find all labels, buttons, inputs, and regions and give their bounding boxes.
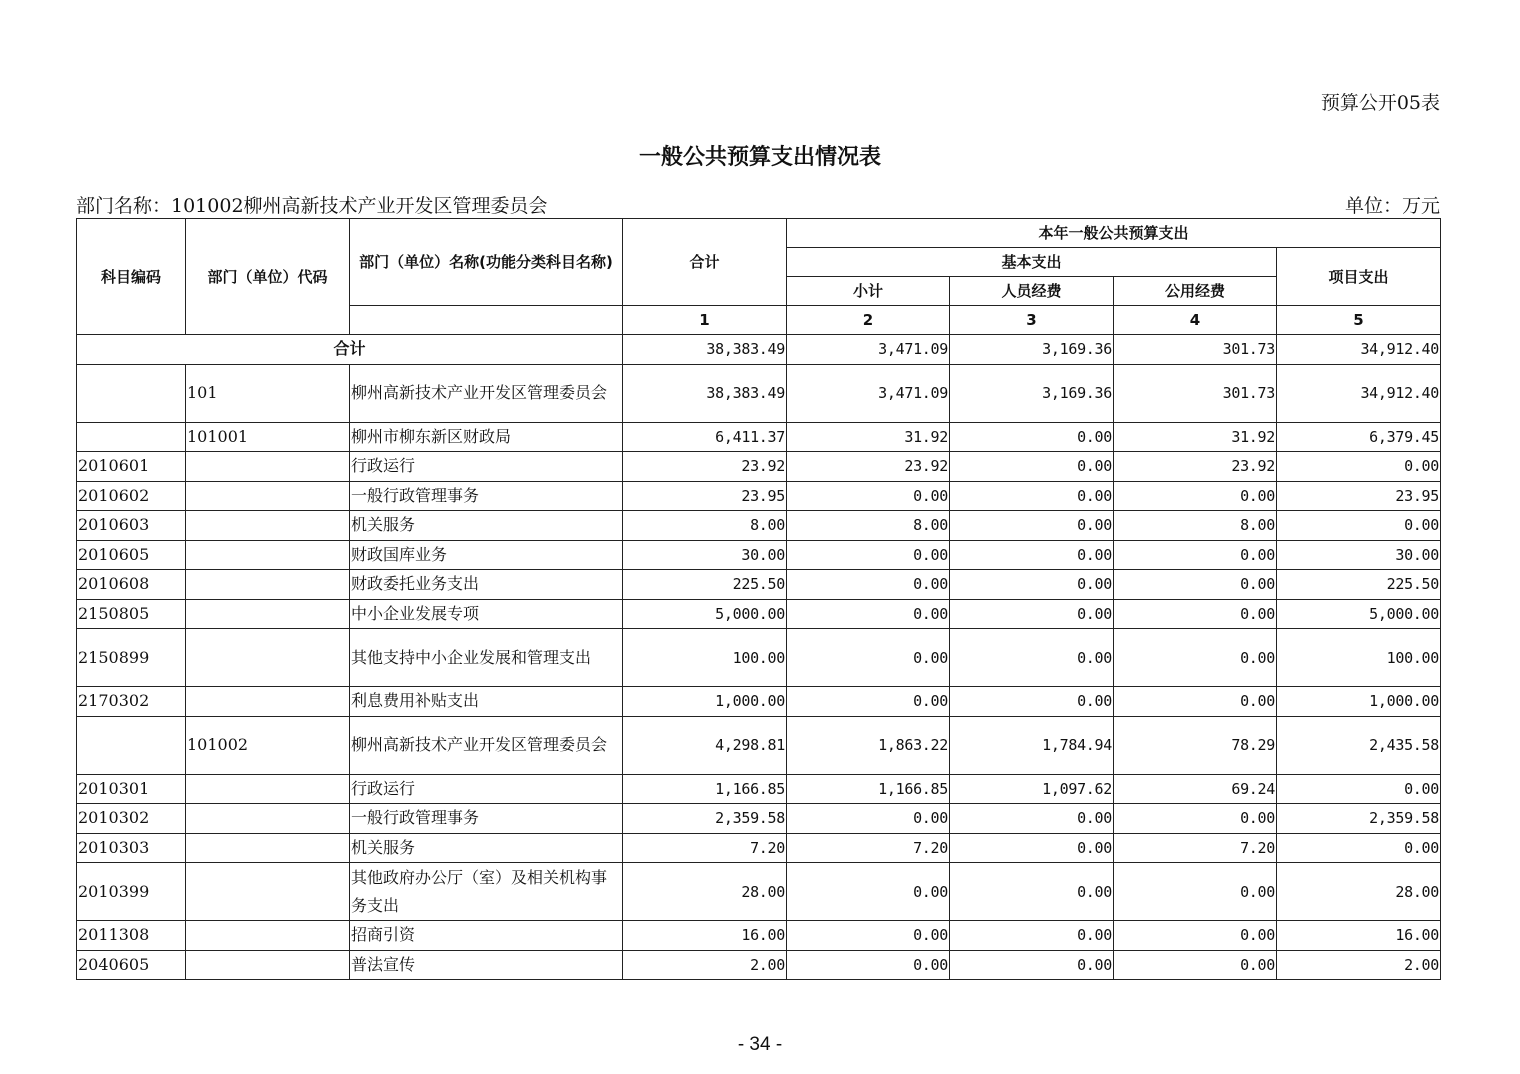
dept-code-cell — [186, 863, 350, 921]
unit-label: 单位：万元 — [1344, 195, 1440, 217]
amount-cell: 7.20 — [787, 833, 950, 863]
subject-code-cell — [77, 422, 186, 452]
header-subject-code: 科目编码 — [77, 219, 186, 335]
amount-cell: 16.00 — [1277, 921, 1441, 951]
subject-code-cell — [77, 364, 186, 422]
dept-name-cell: 行政运行 — [350, 774, 623, 804]
subject-code-cell: 2010605 — [77, 540, 186, 570]
dept-code-cell — [186, 833, 350, 863]
header-public: 公用经费 — [1114, 277, 1277, 306]
amount-cell: 0.00 — [1277, 833, 1441, 863]
subject-code-cell: 2010608 — [77, 570, 186, 600]
amount-cell: 0.00 — [787, 540, 950, 570]
dept-code-cell — [186, 481, 350, 511]
header-col-number: 1 — [623, 306, 787, 335]
total-value: 3,169.36 — [950, 335, 1114, 365]
dept-name-cell: 财政委托业务支出 — [350, 570, 623, 600]
table-body — [77, 364, 1441, 980]
amount-cell: 30.00 — [623, 540, 787, 570]
table-code-label: 预算公开05表 — [1320, 92, 1440, 114]
amount-cell: 2,359.58 — [1277, 804, 1441, 834]
dept-code-cell: 101002 — [186, 716, 350, 774]
amount-cell: 0.00 — [1114, 804, 1277, 834]
table-row — [77, 863, 1441, 921]
subject-code-cell: 2170302 — [77, 687, 186, 717]
dept-name-cell: 招商引资 — [350, 921, 623, 951]
header-col-number: 4 — [1114, 306, 1277, 335]
amount-cell: 0.00 — [950, 950, 1114, 980]
amount-cell: 0.00 — [1114, 863, 1277, 921]
amount-cell: 0.00 — [1114, 687, 1277, 717]
dept-code-cell — [186, 804, 350, 834]
amount-cell: 0.00 — [1114, 540, 1277, 570]
amount-cell: 23.92 — [623, 452, 787, 482]
page-title: 一般公共预算支出情况表 — [638, 145, 881, 170]
subject-code-cell: 2010601 — [77, 452, 186, 482]
subject-code-cell: 2010302 — [77, 804, 186, 834]
amount-cell: 1,784.94 — [950, 716, 1114, 774]
dept-name-cell: 机关服务 — [350, 833, 623, 863]
amount-cell: 0.00 — [950, 452, 1114, 482]
dept-code-cell — [186, 921, 350, 951]
header-subtotal: 小计 — [787, 277, 950, 306]
table-row — [77, 452, 1441, 482]
amount-cell: 38,383.49 — [623, 364, 787, 422]
amount-cell: 3,169.36 — [950, 364, 1114, 422]
amount-cell: 4,298.81 — [623, 716, 787, 774]
dept-code-cell: 101001 — [186, 422, 350, 452]
amount-cell: 100.00 — [1277, 629, 1441, 687]
amount-cell: 2.00 — [623, 950, 787, 980]
table-row — [77, 364, 1441, 422]
budget-expenditure-table — [76, 218, 1441, 980]
amount-cell: 0.00 — [787, 863, 950, 921]
dept-name-cell: 柳州高新技术产业开发区管理委员会 — [350, 364, 623, 422]
amount-cell: 0.00 — [1114, 629, 1277, 687]
amount-cell: 31.92 — [1114, 422, 1277, 452]
amount-cell: 0.00 — [950, 481, 1114, 511]
amount-cell: 16.00 — [623, 921, 787, 951]
header-col-number: 3 — [950, 306, 1114, 335]
amount-cell: 23.92 — [787, 452, 950, 482]
header-current-year: 本年一般公共预算支出 — [787, 219, 1441, 248]
subject-code-cell: 2150805 — [77, 599, 186, 629]
amount-cell: 0.00 — [950, 570, 1114, 600]
amount-cell: 7.20 — [623, 833, 787, 863]
table-meta — [76, 191, 1440, 217]
amount-cell: 0.00 — [1114, 481, 1277, 511]
header-dept-code: 部门（单位）代码 — [186, 219, 350, 335]
amount-cell: 0.00 — [1114, 599, 1277, 629]
amount-cell: 34,912.40 — [1277, 364, 1441, 422]
table-row — [77, 629, 1441, 687]
amount-cell: 0.00 — [950, 511, 1114, 541]
table-row — [77, 540, 1441, 570]
amount-cell: 1,166.85 — [623, 774, 787, 804]
table-row — [77, 422, 1441, 452]
amount-cell: 23.92 — [1114, 452, 1277, 482]
subject-code-cell — [77, 716, 186, 774]
header-project: 项目支出 — [1277, 248, 1441, 306]
header-dept-name: 部门（单位）名称(功能分类科目名称) — [350, 219, 623, 306]
dept-name-cell: 普法宣传 — [350, 950, 623, 980]
amount-cell: 0.00 — [1114, 570, 1277, 600]
dept-code-cell — [186, 599, 350, 629]
total-value: 38,383.49 — [623, 335, 787, 365]
table-row — [77, 833, 1441, 863]
dept-code-cell — [186, 452, 350, 482]
dept-name-cell: 其他政府办公厅（室）及相关机构事务支出 — [350, 863, 623, 921]
amount-cell: 0.00 — [950, 599, 1114, 629]
header-col-blank — [350, 306, 623, 335]
amount-cell: 1,863.22 — [787, 716, 950, 774]
dept-name-cell: 中小企业发展专项 — [350, 599, 623, 629]
table-row — [77, 921, 1441, 951]
header-personnel: 人员经费 — [950, 277, 1114, 306]
subject-code-cell: 2010602 — [77, 481, 186, 511]
total-label: 合计 — [77, 335, 623, 365]
amount-cell: 6,379.45 — [1277, 422, 1441, 452]
total-row — [77, 335, 1441, 365]
amount-cell: 5,000.00 — [623, 599, 787, 629]
total-value: 34,912.40 — [1277, 335, 1441, 365]
amount-cell: 0.00 — [1277, 452, 1441, 482]
amount-cell: 8.00 — [1114, 511, 1277, 541]
dept-code-cell: 101 — [186, 364, 350, 422]
subject-code-cell: 2010301 — [77, 774, 186, 804]
dept-name-cell: 利息费用补贴支出 — [350, 687, 623, 717]
amount-cell: 28.00 — [623, 863, 787, 921]
amount-cell: 0.00 — [950, 863, 1114, 921]
amount-cell: 3,471.09 — [787, 364, 950, 422]
amount-cell: 0.00 — [787, 687, 950, 717]
page-number: - 34 - — [737, 1034, 783, 1055]
dept-code-cell — [186, 570, 350, 600]
amount-cell: 2.00 — [1277, 950, 1441, 980]
table-row — [77, 511, 1441, 541]
amount-cell: 7.20 — [1114, 833, 1277, 863]
header-basic: 基本支出 — [787, 248, 1277, 277]
amount-cell: 0.00 — [950, 921, 1114, 951]
amount-cell: 78.29 — [1114, 716, 1277, 774]
amount-cell: 0.00 — [950, 629, 1114, 687]
header-col-number: 5 — [1277, 306, 1441, 335]
amount-cell: 23.95 — [1277, 481, 1441, 511]
header-total: 合计 — [623, 219, 787, 306]
dept-name-cell: 一般行政管理事务 — [350, 481, 623, 511]
amount-cell: 0.00 — [787, 570, 950, 600]
amount-cell: 225.50 — [623, 570, 787, 600]
amount-cell: 8.00 — [623, 511, 787, 541]
amount-cell: 8.00 — [787, 511, 950, 541]
amount-cell: 0.00 — [950, 422, 1114, 452]
amount-cell: 2,359.58 — [623, 804, 787, 834]
dept-name-cell: 柳州市柳东新区财政局 — [350, 422, 623, 452]
dept-code-cell — [186, 511, 350, 541]
dept-code-cell — [186, 774, 350, 804]
amount-cell: 5,000.00 — [1277, 599, 1441, 629]
amount-cell: 0.00 — [787, 599, 950, 629]
subject-code-cell: 2011308 — [77, 921, 186, 951]
amount-cell: 0.00 — [950, 804, 1114, 834]
table-row — [77, 687, 1441, 717]
amount-cell: 0.00 — [950, 833, 1114, 863]
table-row — [77, 481, 1441, 511]
amount-cell: 0.00 — [787, 481, 950, 511]
table-row — [77, 599, 1441, 629]
amount-cell: 6,411.37 — [623, 422, 787, 452]
amount-cell: 0.00 — [787, 804, 950, 834]
amount-cell: 100.00 — [623, 629, 787, 687]
amount-cell: 0.00 — [1277, 774, 1441, 804]
amount-cell: 0.00 — [1277, 511, 1441, 541]
amount-cell: 0.00 — [787, 629, 950, 687]
table-row — [77, 774, 1441, 804]
amount-cell: 1,097.62 — [950, 774, 1114, 804]
dept-name-cell: 其他支持中小企业发展和管理支出 — [350, 629, 623, 687]
amount-cell: 28.00 — [1277, 863, 1441, 921]
amount-cell: 0.00 — [787, 921, 950, 951]
dept-code-cell — [186, 687, 350, 717]
subject-code-cell: 2040605 — [77, 950, 186, 980]
amount-cell: 1,166.85 — [787, 774, 950, 804]
table-row — [77, 950, 1441, 980]
amount-cell: 69.24 — [1114, 774, 1277, 804]
dept-name-cell: 一般行政管理事务 — [350, 804, 623, 834]
amount-cell: 0.00 — [1114, 950, 1277, 980]
amount-cell: 31.92 — [787, 422, 950, 452]
amount-cell: 30.00 — [1277, 540, 1441, 570]
amount-cell: 0.00 — [950, 687, 1114, 717]
dept-code-cell — [186, 629, 350, 687]
amount-cell: 23.95 — [623, 481, 787, 511]
total-value: 3,471.09 — [787, 335, 950, 365]
dept-code-cell — [186, 950, 350, 980]
amount-cell: 0.00 — [787, 950, 950, 980]
total-value: 301.73 — [1114, 335, 1277, 365]
dept-name-cell: 财政国库业务 — [350, 540, 623, 570]
amount-cell: 301.73 — [1114, 364, 1277, 422]
subject-code-cell: 2010603 — [77, 511, 186, 541]
dept-code-cell — [186, 540, 350, 570]
amount-cell: 0.00 — [1114, 921, 1277, 951]
amount-cell: 1,000.00 — [623, 687, 787, 717]
table-row — [77, 804, 1441, 834]
dept-name-cell: 机关服务 — [350, 511, 623, 541]
department-name: 部门名称：101002柳州高新技术产业开发区管理委员会 — [76, 195, 548, 217]
subject-code-cell: 2010399 — [77, 863, 186, 921]
amount-cell: 0.00 — [950, 540, 1114, 570]
table-row — [77, 716, 1441, 774]
dept-name-cell: 柳州高新技术产业开发区管理委员会 — [350, 716, 623, 774]
amount-cell: 2,435.58 — [1277, 716, 1441, 774]
amount-cell: 225.50 — [1277, 570, 1441, 600]
subject-code-cell: 2150899 — [77, 629, 186, 687]
header-col-number: 2 — [787, 306, 950, 335]
subject-code-cell: 2010303 — [77, 833, 186, 863]
table-row — [77, 570, 1441, 600]
dept-name-cell: 行政运行 — [350, 452, 623, 482]
amount-cell: 1,000.00 — [1277, 687, 1441, 717]
